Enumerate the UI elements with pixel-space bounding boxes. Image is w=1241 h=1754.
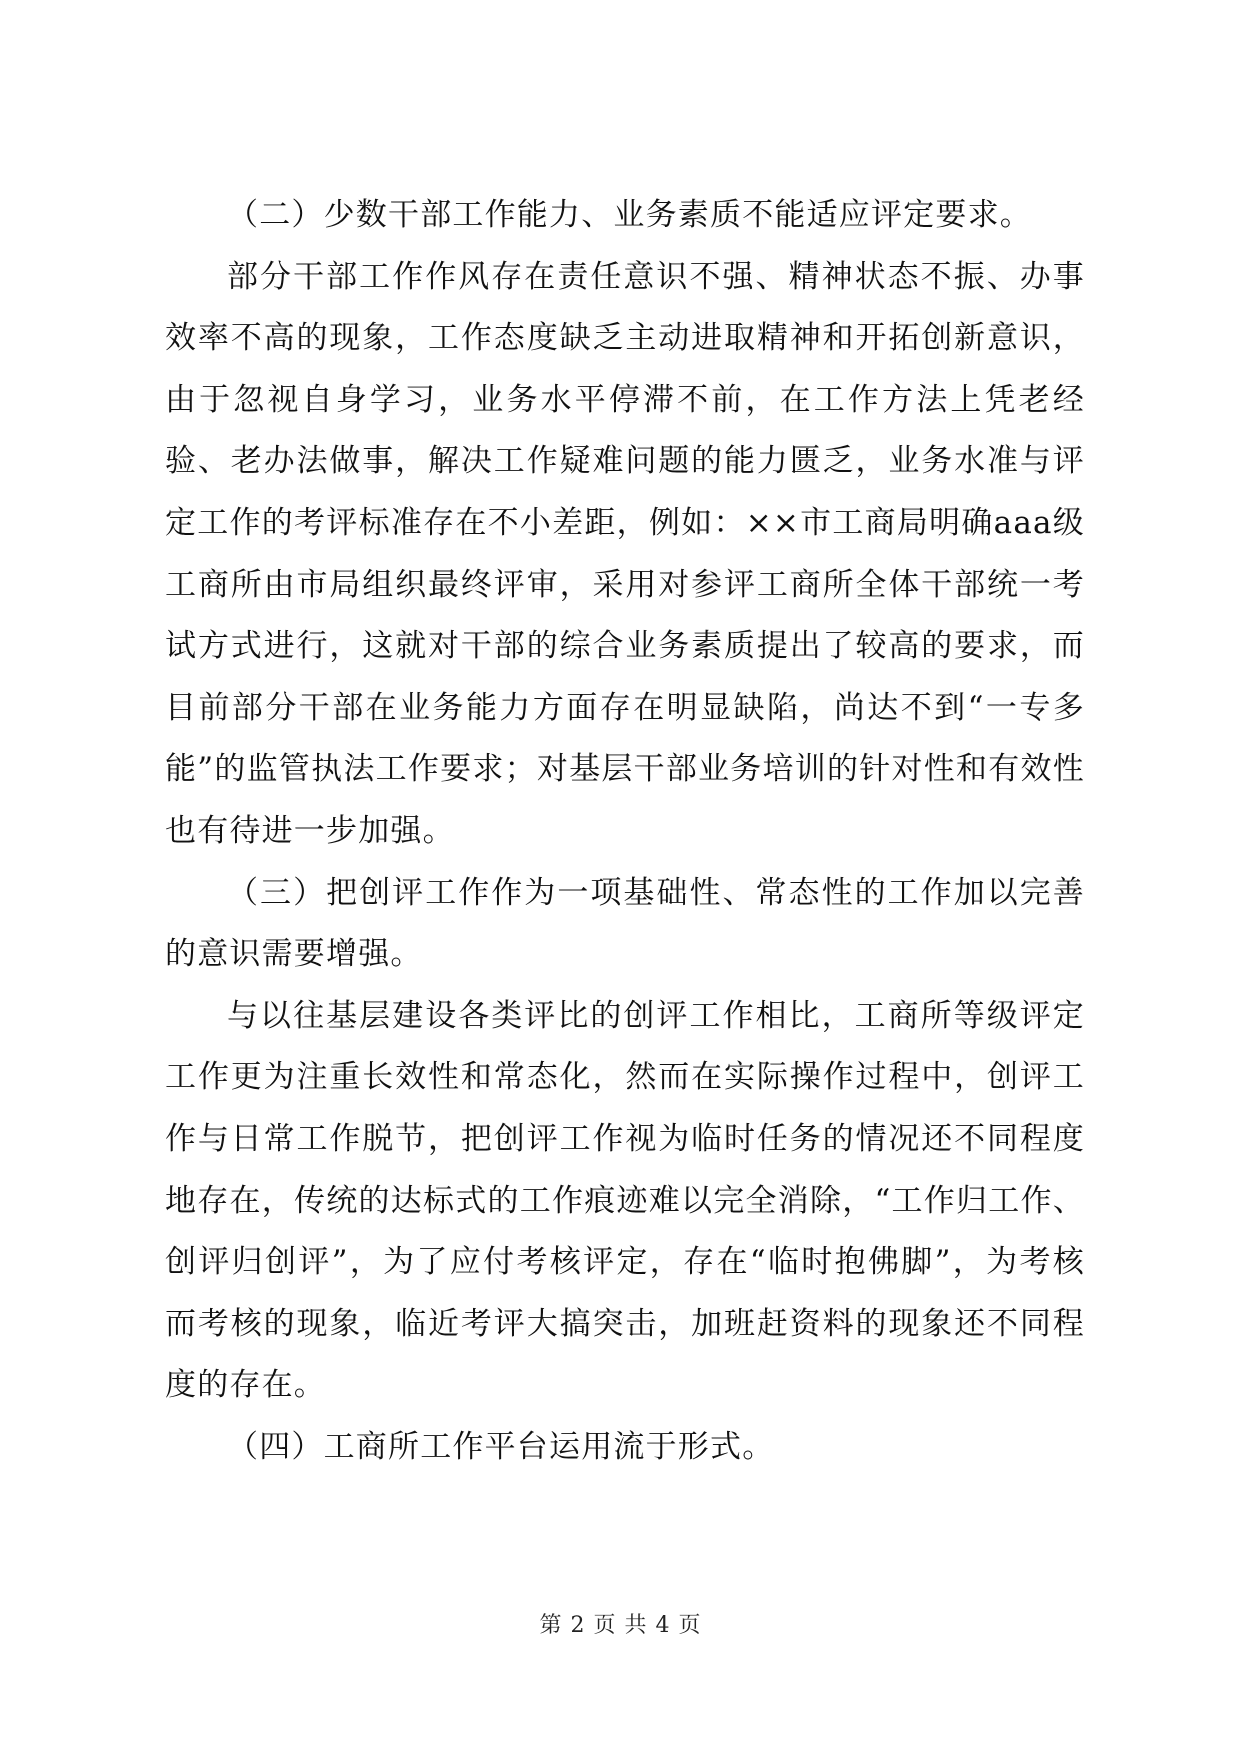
section-heading-2: （二）少数干部工作能力、业务素质不能适应评定要求。 (227, 197, 1032, 233)
body-paragraph-2: 与以往基层建设各类评比的创评工作相比，工商所等级评定工作更为注重长效性和常态化，然而在实际操作过程中，创评工作与日常工作脱节，把创评工作视为临时任务的情况还不同程度地存在，传统的达标式的工作痕迹难以完全消除，“工作归工作、创评归创评”，为了应付考核评定，存在“临时抱佛脚”，为考核而考核的现象，临近考评大搞突击，加班赶资料的现象还不同程度的存在。 (165, 997, 1085, 1404)
section-heading-4: （四）工商所工作平台运用流于形式。 (227, 1428, 775, 1465)
document-body (165, 185, 1085, 1478)
section-heading-3: （三）把创评工作作为一项基础性、常态性的工作加以完善的意识需要增强。 (165, 874, 1085, 973)
page-footer: 第 2 页 共 4 页 (539, 1613, 702, 1638)
body-paragraph-1: 部分干部工作作风存在责任意识不强、精神状态不振、办事效率不高的现象，工作态度缺乏主动进取精神和开拓创新意识，由于忽视自身学习，业务水平停滞不前，在工作方法上凭老经验、老办法做事，解决工作疑难问题的能力匮乏，业务水准与评定工作的考评标准存在不小差距，例如：××市工商局明确aaa级工商所由市局组织最终评审，采用对参评工商所全体干部统一考试方式进行，这就对干部的综合业务素质提出了较高的要求，而目前部分干部在业务能力方面存在明显缺陷，尚达不到“一专多能”的监管执法工作要求；对基层干部业务培训的针对性和有效性也有待进一步加强。 (165, 258, 1085, 849)
